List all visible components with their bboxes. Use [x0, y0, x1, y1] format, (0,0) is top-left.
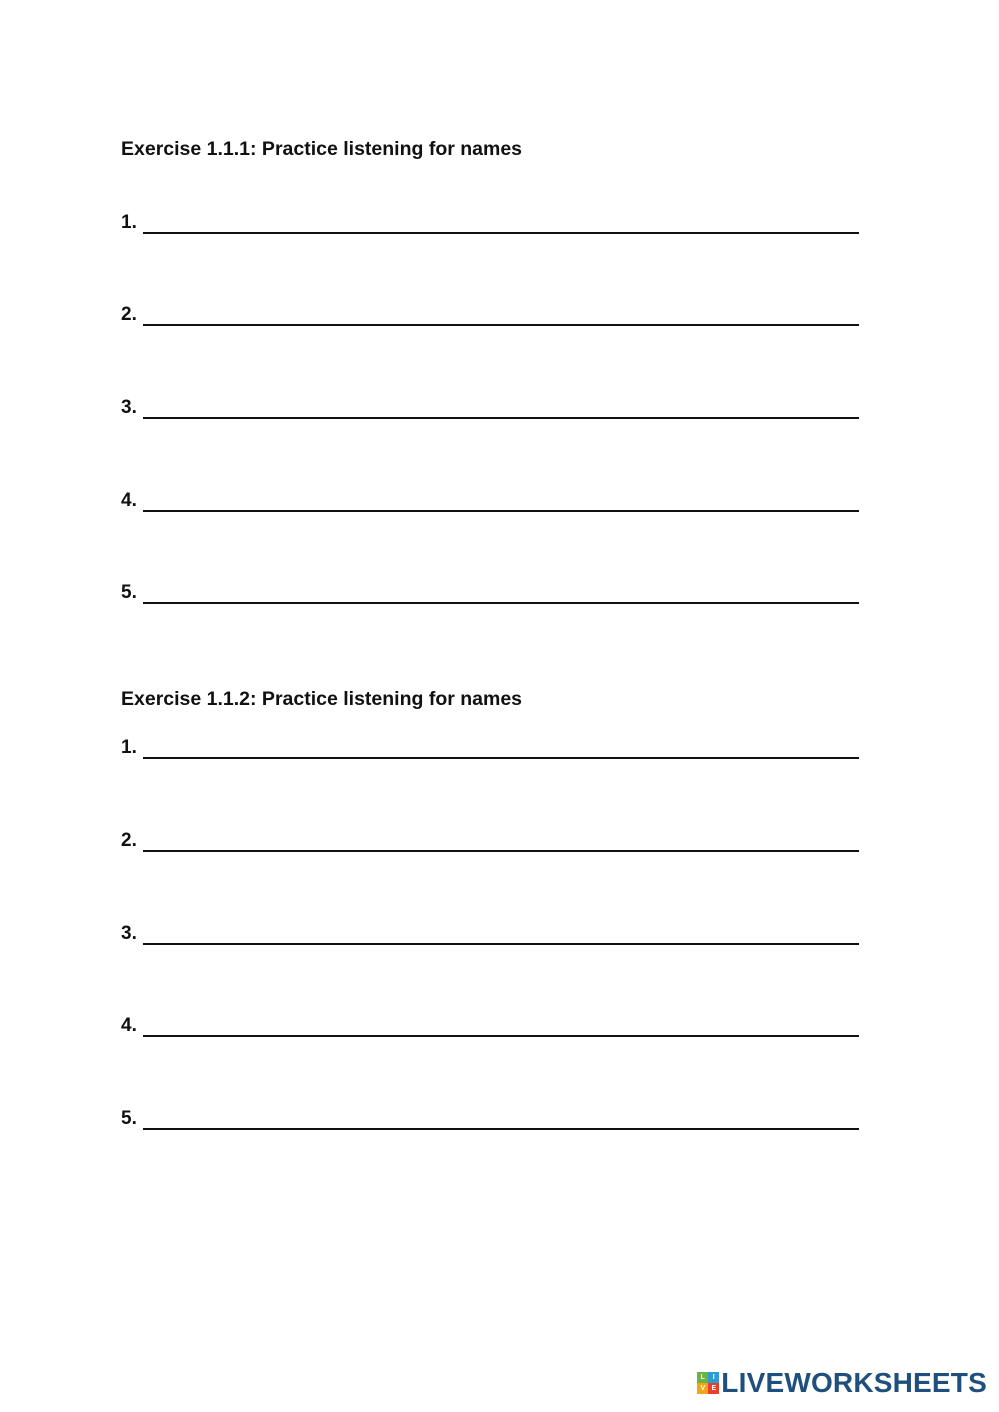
logo-icon — [697, 1372, 719, 1394]
exercise-2-title: Exercise 1.1.2: Practice listening for names — [121, 688, 523, 710]
answer-field[interactable] — [143, 488, 859, 512]
logo-letter: E — [708, 1383, 719, 1394]
answer-field[interactable] — [143, 1106, 859, 1130]
answer-field[interactable] — [143, 210, 859, 234]
logo-letter: V — [697, 1383, 708, 1394]
exercise-2-item-2 — [121, 826, 859, 850]
exercise-2-item-1 — [121, 733, 859, 757]
answer-field[interactable] — [143, 580, 859, 604]
answer-field[interactable] — [143, 395, 859, 419]
item-number: 4. — [121, 490, 137, 511]
logo-text: LIVEWORKSHEETS — [721, 1367, 987, 1398]
exercise-2-item-4 — [121, 1011, 859, 1035]
item-number: 5. — [121, 1108, 137, 1129]
item-number: 5. — [121, 582, 137, 603]
logo-letter: L — [697, 1372, 708, 1383]
answer-field[interactable] — [143, 1013, 859, 1037]
exercise-1-title: Exercise 1.1.1: Practice listening for names — [121, 138, 523, 160]
liveworksheets-logo — [697, 1368, 987, 1398]
exercise-2-item-5 — [121, 1104, 859, 1128]
logo-letter: I — [708, 1372, 719, 1383]
answer-field[interactable] — [143, 302, 859, 326]
exercise-1-item-2 — [121, 300, 859, 324]
exercise-2-item-3 — [121, 919, 859, 943]
answer-field[interactable] — [143, 921, 859, 945]
item-number: 4. — [121, 1015, 137, 1036]
answer-field[interactable] — [143, 735, 859, 759]
exercise-1-item-3 — [121, 393, 859, 417]
item-number: 1. — [121, 212, 137, 233]
item-number: 3. — [121, 397, 137, 418]
item-number: 3. — [121, 923, 137, 944]
item-number: 2. — [121, 304, 137, 325]
exercise-1-item-5 — [121, 578, 859, 602]
exercise-1-item-1 — [121, 208, 859, 232]
item-number: 2. — [121, 830, 137, 851]
item-number: 1. — [121, 737, 137, 758]
answer-field[interactable] — [143, 828, 859, 852]
exercise-1-item-4 — [121, 486, 859, 510]
